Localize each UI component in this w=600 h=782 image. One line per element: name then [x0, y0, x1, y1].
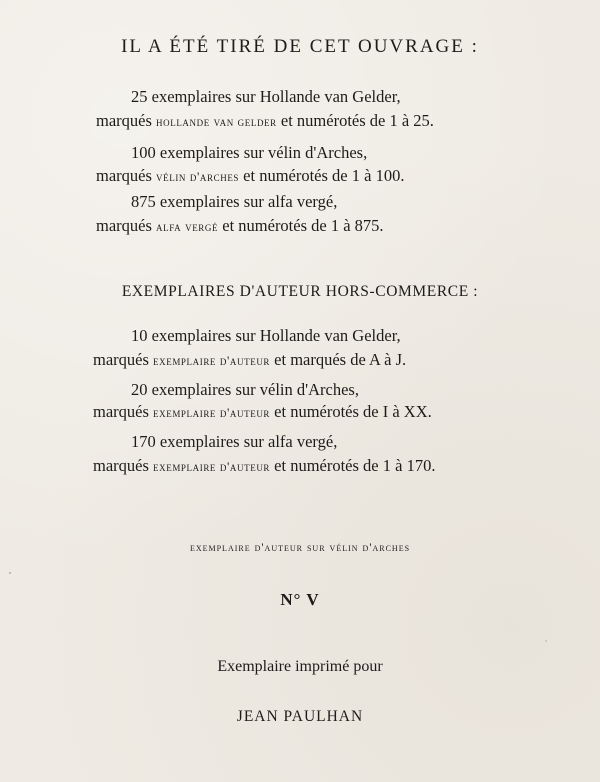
hc-entry-2-prefix: marqués: [93, 402, 154, 421]
hc-entry-1-line-1: 10 exemplaires sur Hollande van Gelder,: [131, 326, 401, 345]
hc-entry-1-line-2: [93, 350, 406, 370]
entry-2-line-1: 100 exemplaires sur vélin d'Arches,: [131, 143, 368, 162]
hc-entry-1-suffix: et marqués de A à J.: [270, 350, 407, 369]
hc-entry-3-suffix: et numérotés de 1 à 170.: [270, 456, 436, 475]
recipient-name: JEAN PAULHAN: [236, 708, 364, 725]
hc-entry-2-mark: exemplaire d'auteur: [153, 405, 271, 420]
print-run-heading: IL A ÉTÉ TIRÉ DE CET OUVRAGE :: [121, 36, 479, 57]
entry-1-prefix: marqués: [96, 111, 157, 130]
entry-1-suffix: et numérotés de 1 à 25.: [276, 111, 434, 130]
entry-2-line-2: [96, 166, 404, 186]
hc-entry-2-suffix: et numérotés de I à XX.: [270, 402, 432, 421]
entry-3-prefix: marqués: [96, 216, 157, 235]
hc-entry-1-mark: exemplaire d'auteur: [153, 353, 271, 368]
entry-3-suffix: et numérotés de 1 à 875.: [218, 216, 384, 235]
hc-entry-3-line-2: [93, 456, 435, 476]
entry-2-mark: vélin d'arches: [156, 169, 240, 184]
hc-entry-2-line-1: 20 exemplaires sur vélin d'Arches,: [131, 380, 359, 399]
entry-2-prefix: marqués: [96, 166, 157, 185]
entry-3-line-2: [96, 216, 384, 236]
entry-3-line-1: 875 exemplaires sur alfa vergé,: [131, 192, 338, 211]
hc-entry-3-line-1: 170 exemplaires sur alfa vergé,: [131, 432, 338, 451]
entry-1-line-1: 25 exemplaires sur Hollande van Gelder,: [131, 87, 401, 106]
copy-number: N° V: [280, 590, 320, 609]
printed-for-label: Exemplaire imprimé pour: [217, 658, 383, 675]
entry-2-suffix: et numérotés de 1 à 100.: [239, 166, 405, 185]
entry-3-mark: alfa vergé: [156, 219, 219, 234]
copy-type-label: exemplaire d'auteur sur vélin d'arches: [189, 540, 411, 554]
hors-commerce-heading: EXEMPLAIRES D'AUTEUR HORS-COMMERCE :: [121, 283, 479, 300]
paper-speck: [545, 640, 547, 642]
paper-speck: [9, 572, 11, 574]
hc-entry-3-mark: exemplaire d'auteur: [153, 459, 271, 474]
hc-entry-3-prefix: marqués: [93, 456, 154, 475]
entry-1-mark: hollande van gelder: [156, 114, 277, 129]
entry-1-line-2: [96, 111, 434, 131]
hc-entry-1-prefix: marqués: [93, 350, 154, 369]
hc-entry-2-line-2: [93, 402, 432, 422]
